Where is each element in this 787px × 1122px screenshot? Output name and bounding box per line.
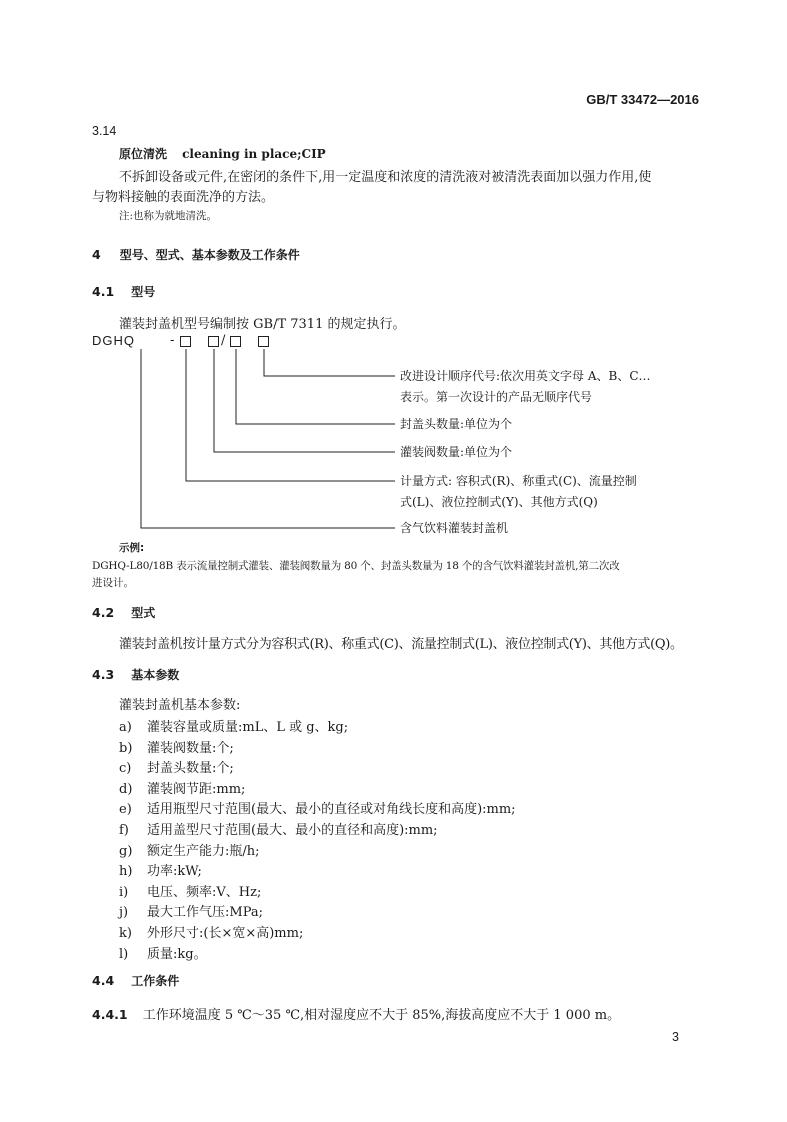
example-label: 示例: <box>119 542 145 554</box>
list-item <box>119 716 516 737</box>
list-item <box>119 778 516 799</box>
list-text: 质量:kg。 <box>147 946 207 962</box>
paragraph: 灌装封盖机基本参数: <box>119 698 241 713</box>
section-number: 4.1 <box>92 284 115 299</box>
definition-line: 与物料接触的表面洗净的方法。 <box>92 190 275 205</box>
leader-capper <box>236 349 395 424</box>
section-title: 工作条件 <box>131 974 180 988</box>
list-text: 适用盖型尺寸范围(最大、最小的直径和高度):mm; <box>147 822 438 838</box>
list-item <box>119 881 516 902</box>
section-title: 型式 <box>131 606 156 620</box>
list-label: h) <box>119 864 133 880</box>
list-label: i) <box>119 884 129 900</box>
list-text: 功率:kW; <box>147 864 202 880</box>
section-number: 4.2 <box>92 605 115 620</box>
clause <box>92 1004 620 1023</box>
list-text: 灌装阀数量:个; <box>147 740 234 756</box>
section-title: 型号、型式、基本参数及工作条件 <box>119 248 300 262</box>
list-text: 外形尺寸:(长×宽×高)mm; <box>147 925 304 941</box>
model-prefix: DGHQ <box>92 333 135 348</box>
clause-number: 4.4.1 <box>92 1007 128 1022</box>
paragraph: 灌装封盖机型号编制按 GB/T 7311 的规定执行。 <box>119 317 406 332</box>
list-text: 封盖头数量:个; <box>147 761 234 777</box>
callout-revision: 改进设计顺序代号:依次用英文字母 A、B、C… <box>400 369 651 383</box>
page-number: 3 <box>672 1030 679 1044</box>
list-text: 最大工作气压:MPa; <box>147 905 263 921</box>
list-item <box>119 860 516 881</box>
example-line: 进设计。 <box>92 577 134 589</box>
list-text: 额定生产能力:瓶/h; <box>147 843 260 859</box>
parameter-list <box>119 716 516 963</box>
paragraph: 灌装封盖机按计量方式分为容积式(R)、称重式(C)、流量控制式(L)、液位控制式(Y)、其他方式(Q)。 <box>119 637 683 652</box>
list-text: 灌装容量或质量:mL、L 或 g、kg; <box>147 720 349 735</box>
model-separator: - <box>170 333 175 348</box>
callout-metering-cont: 式(L)、液位控制式(Y)、其他方式(Q) <box>400 495 598 509</box>
list-item <box>119 840 516 861</box>
callout-revision-cont: 表示。第一次设计的产品无顺序代号 <box>400 390 593 404</box>
section-title: 型号 <box>131 285 156 299</box>
section-heading <box>92 602 155 621</box>
list-label: k) <box>119 925 132 941</box>
list-item <box>119 737 516 758</box>
leader-metering <box>186 349 395 481</box>
list-item <box>119 757 516 778</box>
example-line: DGHQ-L80/18B 表示流量控制式灌装、灌装阀数量为 80 个、封盖头数量为 18 个的含气饮料灌装封盖机,第二次改 <box>92 560 620 572</box>
list-item <box>119 943 516 964</box>
callout-product: 含气饮料灌装封盖机 <box>400 521 509 535</box>
list-label: e) <box>119 802 132 818</box>
list-label: j) <box>119 905 129 921</box>
list-label: d) <box>119 781 133 797</box>
list-label: c) <box>119 761 132 777</box>
section-number: 4.4 <box>92 973 115 988</box>
list-item <box>119 901 516 922</box>
list-label: b) <box>119 740 133 756</box>
term-en: cleaning in place;CIP <box>182 147 326 161</box>
callout-capper: 封盖头数量:单位为个 <box>400 417 513 431</box>
list-label: g) <box>119 843 133 859</box>
leader-revision <box>264 349 395 376</box>
list-item <box>119 798 516 819</box>
section-number: 4.3 <box>92 667 115 682</box>
definition-line: 不拆卸设备或元件,在密闭的条件下,用一定温度和浓度的清洗液对被清洗表面加以强力作用,使 <box>119 170 652 185</box>
list-text: 适用瓶型尺寸范围(最大、最小的直径或对角线长度和高度):mm; <box>147 802 516 818</box>
standard-number: GB/T 33472—2016 <box>586 92 699 107</box>
note: 注:也称为就地清洗。 <box>119 210 218 222</box>
list-label: a) <box>119 720 132 735</box>
list-item <box>119 819 516 840</box>
leader-valve <box>214 349 395 452</box>
section-title: 基本参数 <box>131 668 180 682</box>
list-item <box>119 922 516 943</box>
list-text: 电压、频率:V、Hz; <box>147 884 262 900</box>
callout-valve: 灌装阀数量:单位为个 <box>400 445 513 459</box>
section-heading <box>92 970 179 989</box>
list-label: l) <box>119 946 129 962</box>
callout-metering: 计量方式: 容积式(R)、称重式(C)、流量控制 <box>400 474 637 488</box>
clause-text: 工作环境温度 5 ℃～35 ℃,相对湿度应不大于 85%,海拔高度应不大于 1 000 m。 <box>142 1008 621 1023</box>
section-number: 3.14 <box>92 124 117 138</box>
section-number: 4 <box>92 247 101 262</box>
section-heading <box>92 664 179 683</box>
term-cn: 原位清洗 <box>119 147 168 161</box>
list-label: f) <box>119 822 129 838</box>
model-slash: / <box>221 333 226 348</box>
list-text: 灌装阀节距:mm; <box>147 781 246 797</box>
